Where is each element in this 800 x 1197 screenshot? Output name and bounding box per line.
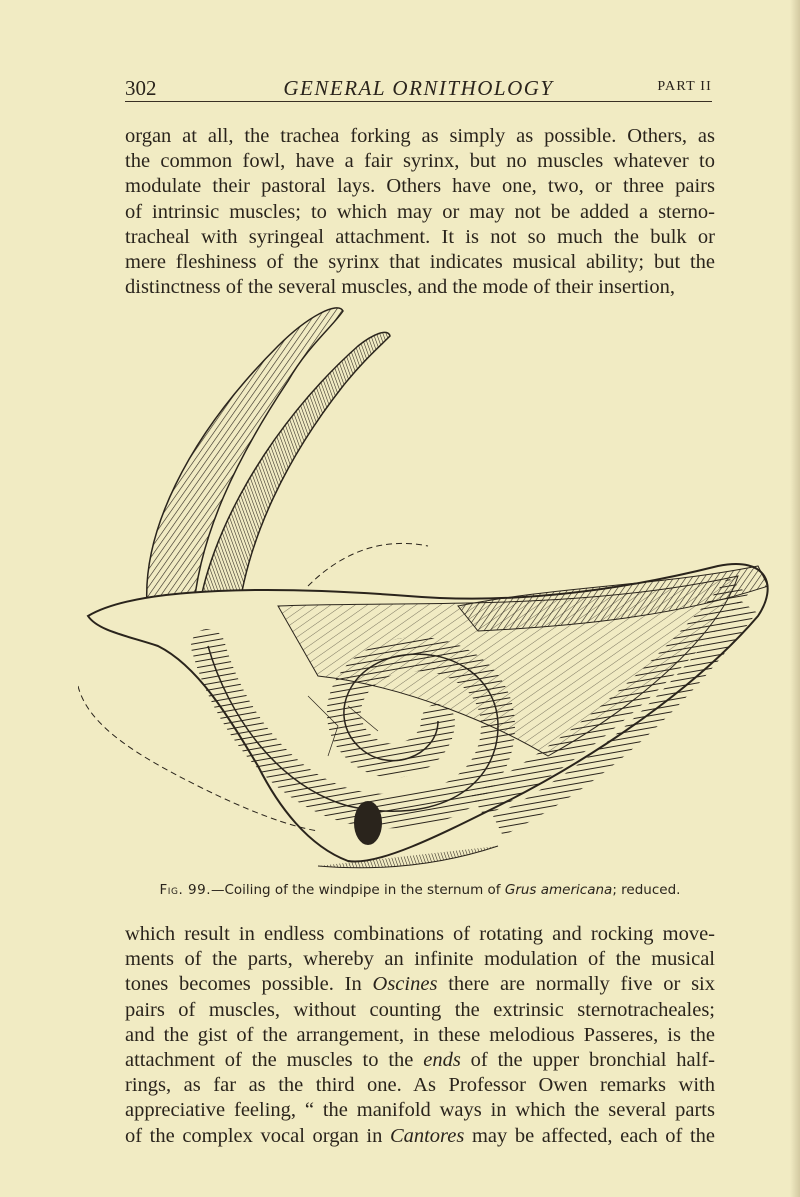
text-run: appreciative feeling, “ the manifold ways in which the several parts	[125, 1099, 715, 1122]
text-run: attachment of the muscles to the	[125, 1049, 424, 1072]
text-run: ments of the parts, whereby an infinite modulation of the musical	[125, 948, 715, 971]
figure-caption	[125, 882, 715, 898]
italic-term: Cantores	[389, 1124, 465, 1147]
text-line	[125, 922, 715, 947]
text-run: which result in endless combinations of rotating and rocking move-	[125, 923, 715, 945]
italic-term: Oscines	[372, 973, 438, 996]
text-run: there are normally five or six	[437, 973, 715, 996]
text-line	[125, 1023, 715, 1048]
text-run: and the gist of the arrangement, in these melodious Passeres, is the	[125, 1023, 715, 1046]
text-line	[125, 972, 715, 997]
page-number: 302	[125, 76, 157, 100]
text-line: organ at all, the trachea forking as simply as possible. Others, as	[125, 125, 715, 147]
paragraph-top	[125, 124, 715, 300]
text-line: mere fleshiness of the syrinx that indicates musical ability; but the	[125, 251, 715, 274]
text-line: distinctness of the several muscles, and the mode of their insertion,	[125, 276, 675, 299]
text-run: pairs of muscles, without counting the extrinsic sternotracheales;	[125, 998, 715, 1021]
text-line	[125, 947, 715, 972]
text-line	[125, 1098, 715, 1123]
paragraph-bottom	[125, 922, 715, 1149]
text-run: of the upper bronchial half-	[460, 1049, 715, 1072]
trachea-opening	[354, 801, 382, 845]
figure-sternum-illustration	[78, 286, 778, 876]
text-line: tracheal with syringeal attachment. It is not so much the bulk or	[125, 225, 715, 248]
figure-label: Fig. 99.	[159, 882, 211, 898]
header-rule	[125, 101, 712, 102]
dashed-outline-top	[308, 543, 428, 586]
sternum-trachea-engraving	[78, 286, 778, 876]
text-line	[125, 998, 715, 1023]
text-line: the common fowl, have a fair syrinx, but no muscles whatever to	[125, 150, 715, 173]
text-line: modulate their pastoral lays. Others have one, two, or three pairs	[125, 175, 715, 198]
page-edge-shadow	[790, 0, 800, 1197]
caption-species: Grus americana	[504, 882, 613, 898]
text-line	[125, 1048, 715, 1073]
text-run: may be affected, each of the	[464, 1124, 715, 1147]
text-run: rings, as far as the third one. As Professor Owen remarks with	[125, 1074, 715, 1097]
running-head	[125, 76, 712, 102]
text-line: of intrinsic muscles; to which may or may not be added a sterno-	[125, 200, 715, 223]
text-line	[125, 1073, 715, 1098]
running-title: GENERAL ORNITHOLOGY	[283, 76, 554, 100]
part-label: PART II	[657, 79, 712, 94]
caption-text: —Coiling of the windpipe in the sternum of	[211, 882, 505, 898]
text-line	[125, 1124, 715, 1149]
caption-suffix: ; reduced.	[612, 882, 681, 898]
text-run: tones becomes possible. In	[125, 973, 373, 996]
italic-term: ends	[423, 1049, 461, 1072]
text-run: of the complex vocal organ in	[125, 1124, 390, 1147]
